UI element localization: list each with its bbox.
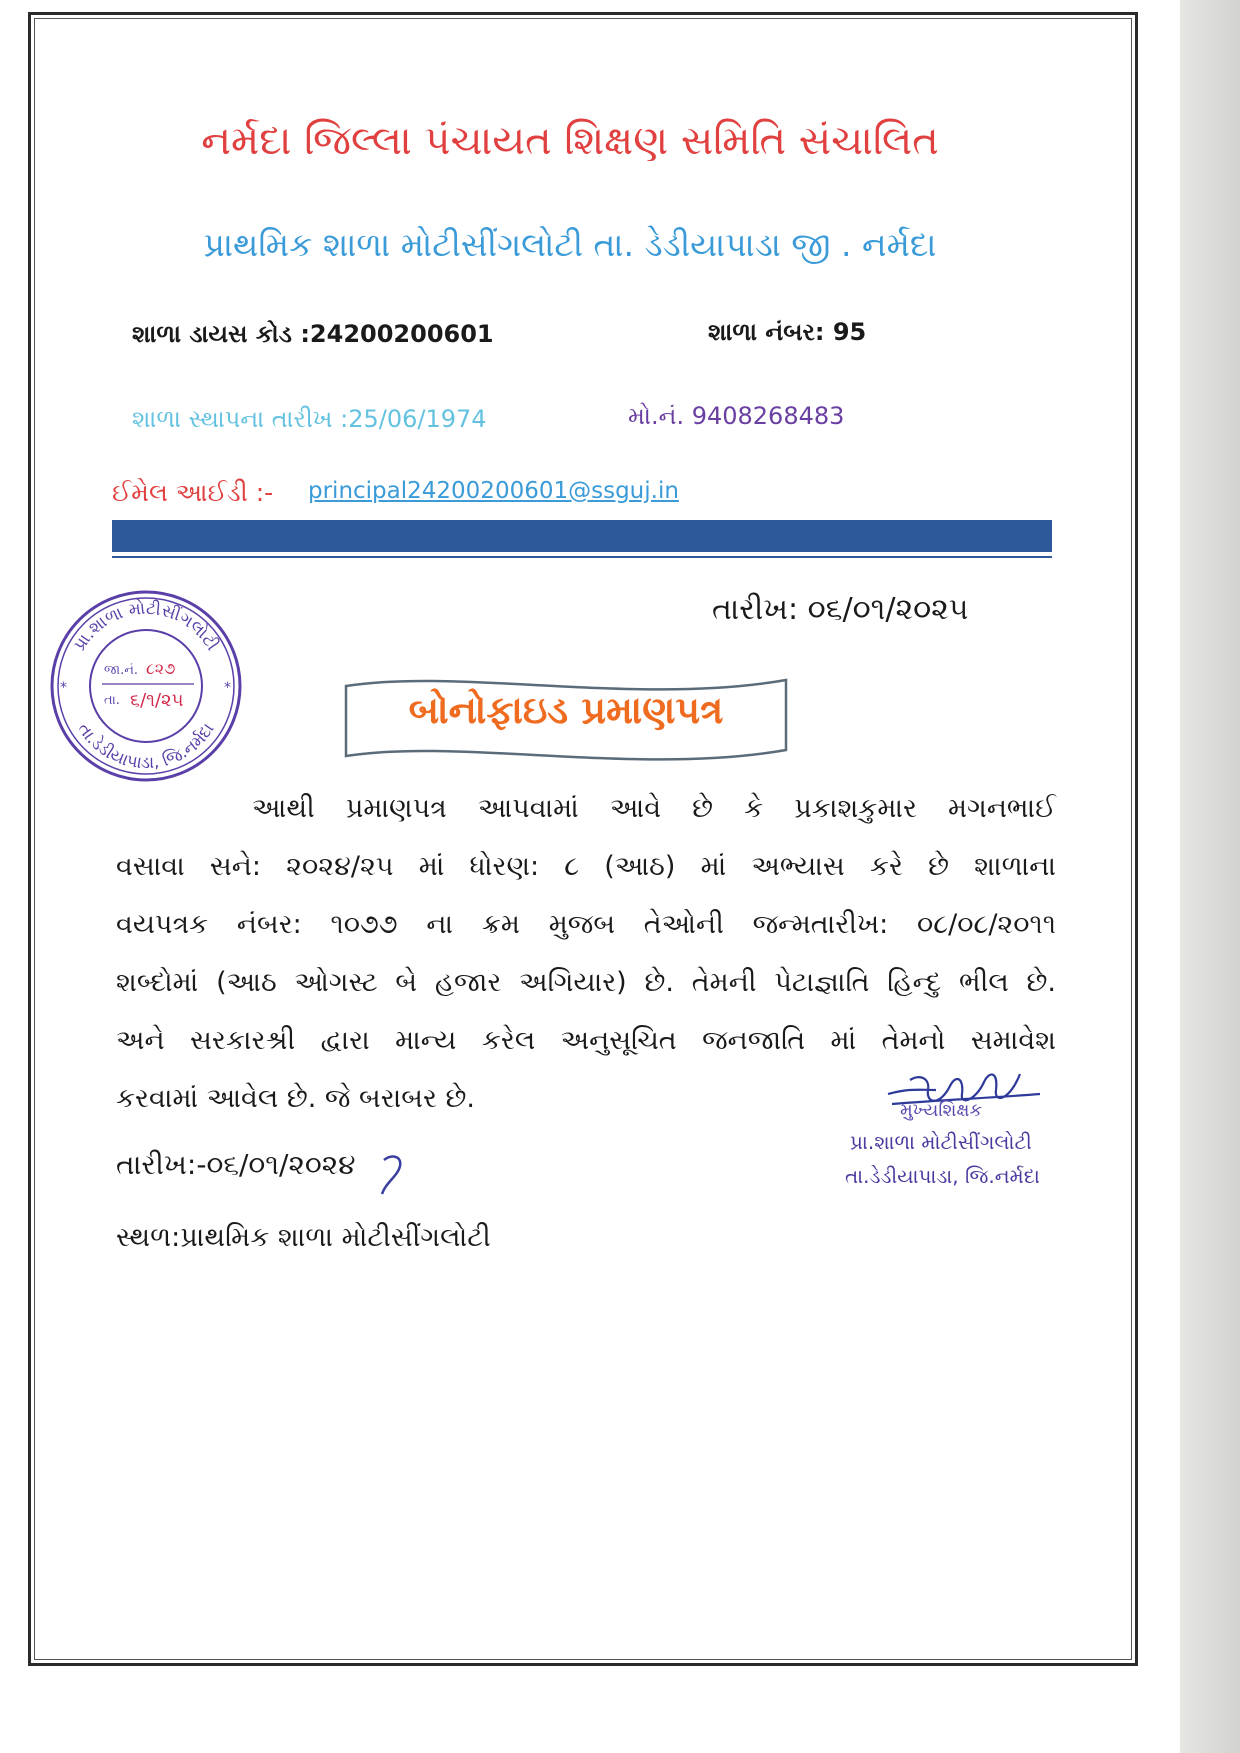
issue-date: તારીખ: ૦૬/૦૧/૨૦૨૫ <box>712 592 969 627</box>
header-divider-line <box>112 556 1052 558</box>
certificate-title: બોનોફાઇડ પ્રમાણપત્ર <box>408 688 724 732</box>
header-line-1: નર્મદા જિલ્લા પંચાયત શિક્ષણ સમિતિ સંચાલિત <box>201 118 939 164</box>
stamp-date-label: તા. <box>104 693 120 708</box>
school-stamp <box>46 586 246 786</box>
stamp-star-right-icon: * <box>224 680 231 696</box>
mobile-number: મો.નં. 9408268483 <box>628 402 845 430</box>
body-line: અને સરકારશ્રી દ્વારા માન્ય કરેલ અનુસૂચિત જનજાતિ માં તેમનો સમાવેશ <box>116 1025 1056 1056</box>
stamp-date-value: ૬/૧/૨૫ <box>130 690 184 711</box>
header-line-2: પ્રાથમિક શાળા મોટીસીંગલોટી તા. ડેડીયાપાડા જી . નર્મદા <box>203 225 937 264</box>
stamp-ring-bottom: તા.ડેડીયાપાડા, જિ.નર્મદા <box>73 719 219 774</box>
page-edge-shadow <box>1180 0 1240 1753</box>
header-divider-bar <box>112 520 1052 552</box>
body-line: આથી પ્રમાણપત્ર આપવામાં આવે છે કે પ્રકાશકુમાર મગનભાઈ <box>252 793 1056 824</box>
signatory-school: પ્રા.શાળા મોટીસીંગલોટી <box>850 1130 1032 1154</box>
body-line: વસાવા સને: ૨૦૨૪/૨૫ માં ધોરણ: ૮ (આઠ) માં અભ્યાસ કરે છે શાળાના <box>116 851 1056 882</box>
handwritten-correction <box>378 1152 418 1198</box>
email-label: ઈમેલ આઈડી :- <box>112 478 274 507</box>
signatory-title: મુખ્યશિક્ષક <box>900 1100 983 1121</box>
signatory-location: તા.ડેડીયાપાડા, જિ.નર્મદા <box>845 1164 1040 1188</box>
body-line: કરવામાં આવેલ છે. જે બરાબર છે. <box>116 1083 475 1114</box>
stamp-outward-number: ૮૨૭ <box>146 659 176 678</box>
establishment-date: શાળા સ્થાપના તારીખ :25/06/1974 <box>132 405 487 433</box>
stamp-ring-top: પ્રા.શાળા મોટીસીંગલોટી <box>69 598 223 655</box>
body-line: વયપત્રક નંબર: ૧૦૭૭ ના ક્રમ મુજબ તેઓની જન્મતારીખ: ૦૮/૦૮/૨૦૧૧ <box>116 909 1056 940</box>
place: સ્થળ:પ્રાથમિક શાળા મોટીસીંગલોટી <box>116 1222 491 1253</box>
stamp-star-left-icon: * <box>60 680 67 696</box>
footer-date: તારીખ:-૦૬/૦૧/૨૦૨૪ <box>116 1148 356 1181</box>
email-link[interactable]: principal24200200601@ssguj.in <box>308 478 679 504</box>
body-line: શબ્દોમાં (આઠ ઓગસ્ટ બે હજાર અગિયાર) છે. તેમની પેટાજ્ઞાતિ હિન્દુ ભીલ છે. <box>116 967 1056 998</box>
dise-code: શાળા ડાયસ કોડ :24200200601 <box>132 320 494 348</box>
svg-text:પ્રા.શાળા મોટીસીંગલોટી <box>70 598 222 655</box>
stamp-outward-label: જા.નં. <box>104 663 139 678</box>
school-number: શાળા નંબર: 95 <box>708 318 867 346</box>
